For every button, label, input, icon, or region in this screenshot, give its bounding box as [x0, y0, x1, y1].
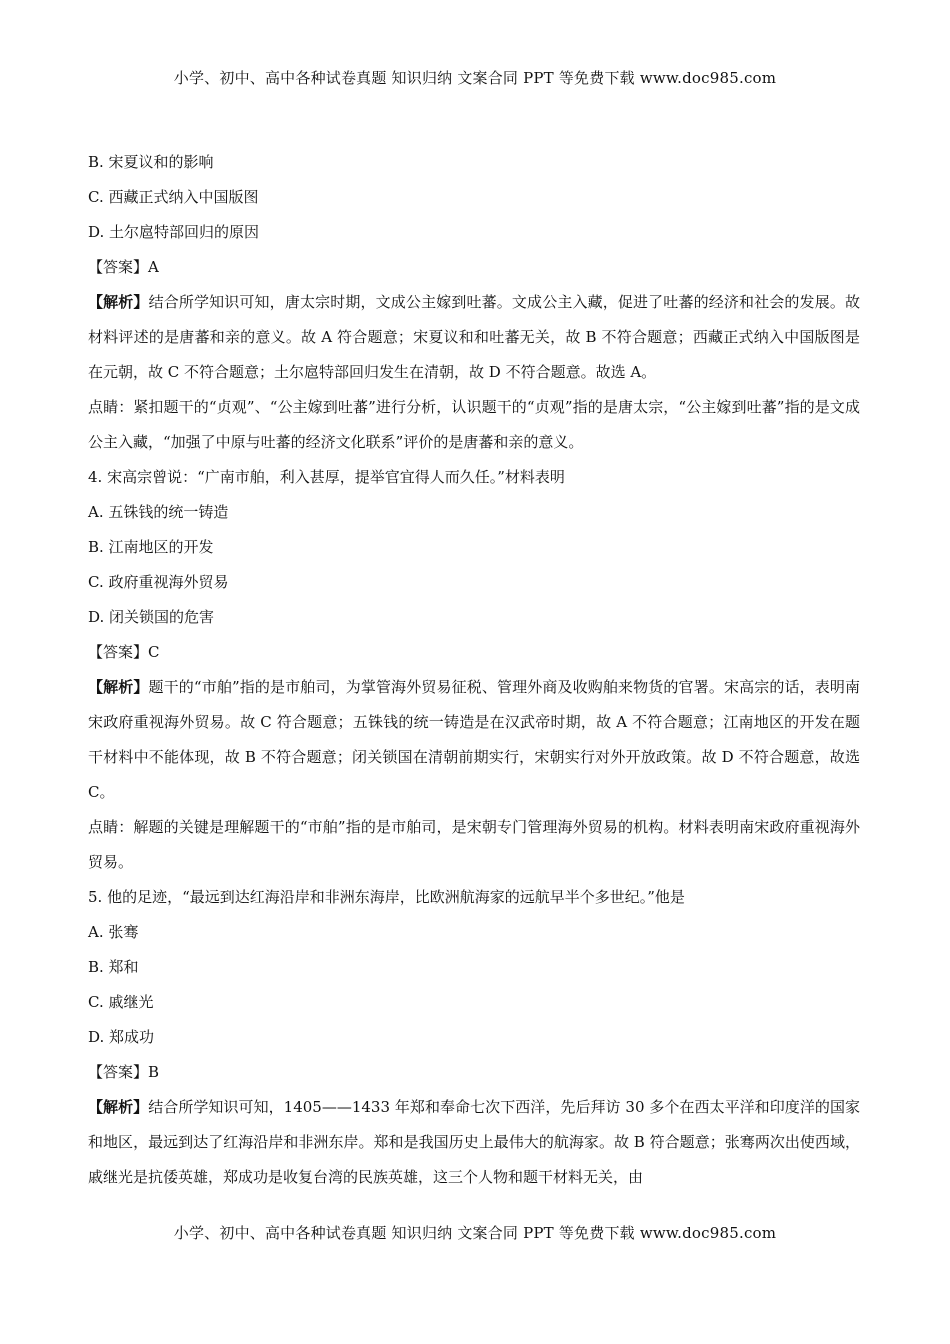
- analysis-text: 题干的“市舶”指的是市舶司，为掌管海外贸易征税、管理外商及收购舶来物货的官署。宋高宗的话，表明南宋政府重视海外贸易。故 C 符合题意；五铢钱的统一铸造是在汉武帝时期，故 A 不符合题意；江南地区的开发在题干材料中不能体现，故 B 不符合题意；闭关锁国在清朝前期实行，宋朝实行对外开放政策。故 D 不符合题意，故选 C。: [88, 678, 860, 801]
- answer-label: 【答案】: [88, 258, 149, 276]
- q3-option-d: D. 土尔扈特部回归的原因: [88, 223, 260, 241]
- q5-option-b: B. 郑和: [88, 958, 139, 976]
- q4-option-d: D. 闭关锁国的危害: [88, 608, 215, 626]
- q4-option-c: C. 政府重视海外贸易: [88, 573, 229, 591]
- q5-option-d: D. 郑成功: [88, 1028, 155, 1046]
- analysis-label: 【解析】: [88, 1098, 149, 1116]
- answer-label: 【答案】: [88, 643, 149, 661]
- q5-option-a: A. 张骞: [88, 923, 139, 941]
- q4-option-a: A. 五铢钱的统一铸造: [88, 503, 229, 521]
- q5-option-c: C. 戚继光: [88, 993, 154, 1011]
- answer-value: A: [148, 258, 159, 276]
- q3-analysis: [88, 285, 860, 390]
- q4-stem: 4. 宋高宗曾说：“广南市舶，利入甚厚，提举官宜得人而久任。”材料表明: [88, 468, 565, 486]
- q4-answer: [88, 635, 860, 670]
- answer-value: B: [148, 1063, 160, 1081]
- document-body: [88, 145, 860, 1195]
- q4-option-b: B. 江南地区的开发: [88, 538, 214, 556]
- footer-banner: 小学、初中、高中各种试卷真题 知识归纳 文案合同 PPT 等免费下载 www.doc985.com: [173, 1224, 777, 1242]
- answer-label: 【答案】: [88, 1063, 149, 1081]
- analysis-text: 结合所学知识可知，唐太宗时期，文成公主嫁到吐蕃。文成公主入藏，促进了吐蕃的经济和社会的发展。故材料评述的是唐蕃和亲的意义。故 A 符合题意；宋夏议和和吐蕃无关，故 B 不符合题意；西藏正式纳入中国版图是在元朝，故 C 不符合题意；土尔扈特部回归发生在清朝，故 D 不符合题意。故选 A。: [88, 293, 860, 381]
- q3-tip: 点睛：紧扣题干的“贞观”、“公主嫁到吐蕃”进行分析，认识题干的“贞观”指的是唐太宗，“公主嫁到吐蕃”指的是文成公主入藏，“加强了中原与吐蕃的经济文化联系”评价的是唐蕃和亲的意义。: [88, 398, 860, 451]
- analysis-text: 结合所学知识可知，1405——1433 年郑和奉命七次下西洋，先后拜访 30 多个在西太平洋和印度洋的国家和地区，最远到达了红海沿岸和非洲东岸。郑和是我国历史上最伟大的航海家。故 B 符合题意；张骞两次出使西域，戚继光是抗倭英雄，郑成功是收复台湾的民族英雄，这三个人物和题干材料无关，由: [88, 1098, 860, 1186]
- header-banner: 小学、初中、高中各种试卷真题 知识归纳 文案合同 PPT 等免费下载 www.doc985.com: [173, 69, 777, 87]
- q4-analysis: [88, 670, 860, 810]
- q5-answer: [88, 1055, 860, 1090]
- q4-tip: 点睛：解题的关键是理解题干的“市舶”指的是市舶司，是宋朝专门管理海外贸易的机构。材料表明南宋政府重视海外贸易。: [88, 818, 860, 871]
- q5-stem: 5. 他的足迹，“最远到达红海沿岸和非洲东海岸，比欧洲航海家的远航早半个多世纪。”他是: [88, 888, 685, 906]
- analysis-label: 【解析】: [88, 293, 149, 311]
- q3-option-c: C. 西藏正式纳入中国版图: [88, 188, 259, 206]
- q5-analysis: [88, 1090, 860, 1195]
- q3-option-b: B. 宋夏议和的影响: [88, 153, 214, 171]
- q3-answer: [88, 250, 860, 285]
- answer-value: C: [148, 643, 160, 661]
- analysis-label: 【解析】: [88, 678, 149, 696]
